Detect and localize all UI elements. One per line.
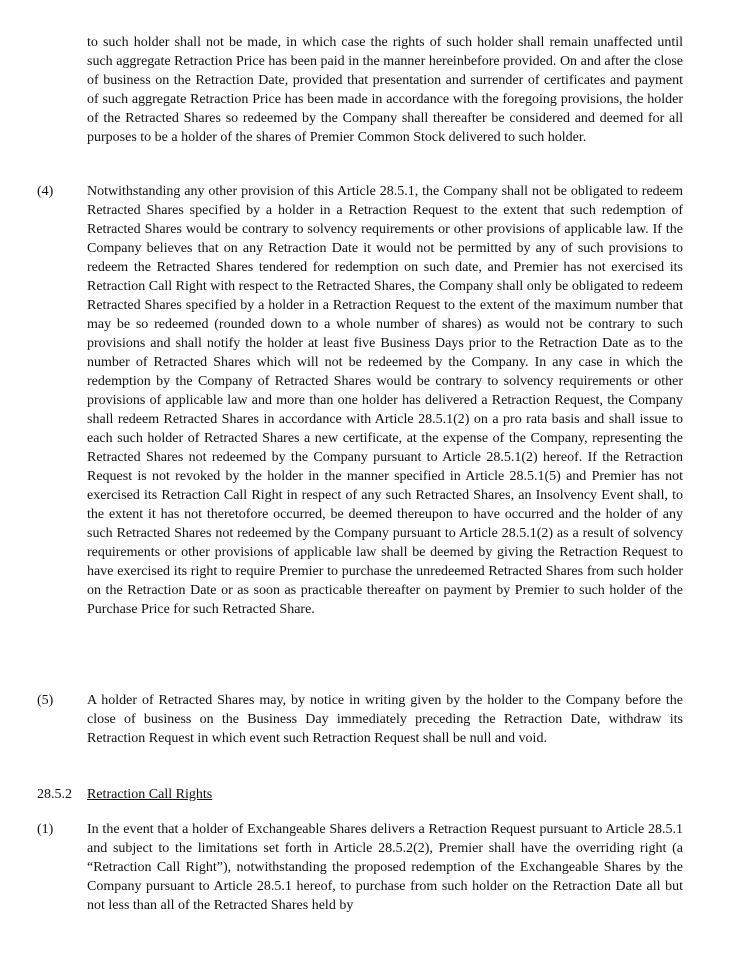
section-heading bbox=[37, 785, 212, 804]
item-1-text: In the event that a holder of Exchangeable Shares delivers a Retraction Request pursuant to Article 28.5.1 and subject to the limitations set forth in Article 28.5.2(2), Premier shall have the overriding right (a “Retraction Call Right”), notwithstanding the proposed redemption of the Exchangeable Shares by the Company pursuant to Article 28.5.1 hereof, to purchase from such holder on the Retraction Date all but not less than all of the Retracted Shares held by bbox=[87, 822, 683, 913]
item-5-text: A holder of Retracted Shares may, by notice in writing given by the holder to the Company before the close of business on the Business Day immediately preceding the Retraction Date, withdraw its Retraction Request in which event such Retraction Request shall be null and void. bbox=[87, 693, 683, 746]
section-number: 28.5.2 bbox=[37, 787, 72, 802]
section-title: Retraction Call Rights bbox=[87, 787, 213, 802]
continuation-paragraph: to such holder shall not be made, in which case the rights of such holder shall remain unaffected until such aggregate Retraction Price has been paid in the manner hereinbefore provided. On and after the close of business on the Retraction Date, provided that presentation and surrender of certificates and payment of such aggregate Retraction Price has been made in accordance with the foregoing provisions, the holder of the Retracted Shares so redeemed by the Company shall thereafter be considered and deemed for all purposes to be a holder of the shares of Premier Common Stock delivered to such holder. bbox=[87, 35, 683, 145]
item-4-number: (4) bbox=[37, 184, 54, 199]
item-1-number: (1) bbox=[37, 822, 54, 837]
item-4-text: Notwithstanding any other provision of this Article 28.5.1, the Company shall not be obligated to redeem Retracted Shares specified by a holder in a Retraction Request to the extent that such redemption of Retracted Shares would be contrary to solvency requirements or other provisions of applicable law. If the Company believes that on any Retraction Date it would not be permitted by any of such provisions to redeem the Retracted Shares tendered for redemption on such date, and Premier has not exercised its Retraction Call Right with respect to the Retracted Shares, the Company shall only be obligated to redeem Retracted Shares specified by a holder in a Retraction Request to the extent of the maximum number that may be so redeemed (rounded down to a whole number of shares) as would not be contrary to such provisions and shall notify the holder at least five Business Days prior to the Retraction Date as to the number of Retracted Shares which will not be redeemed by the Company. In any case in which the redemption by the Company of Retracted Shares would be contrary to solvency requirements or other provisions of applicable law and more than one holder has delivered a Retraction Request, the Company shall redeem Retracted Shares in accordance with Article 28.5.1(2) on a pro rata basis and shall issue to each such holder of Retracted Shares a new certificate, at the expense of the Company, representing the Retracted Shares not redeemed by the Company pursuant to Article 28.5.1(2) hereof. If the Retraction Request is not revoked by the holder in the manner specified in Article 28.5.1(5) and Premier has not exercised its Retraction Call Right in respect of any such Retracted Shares, an Insolvency Event shall, to the extent it has not theretofore occurred, be deemed thereupon to have occurred and the holder of any such Retracted Shares not redeemed by the Company pursuant to Article 28.5.1(2) as a result of solvency requirements or other provisions of applicable law shall be deemed by giving the Retraction Request to have exercised its right to require Premier to purchase the unredeemed Retracted Shares from such holder on the Retraction Date or as soon as practicable thereafter on payment by Premier to such holder of the Purchase Price for such Retracted Share. bbox=[87, 184, 684, 617]
item-5-number: (5) bbox=[37, 693, 54, 708]
